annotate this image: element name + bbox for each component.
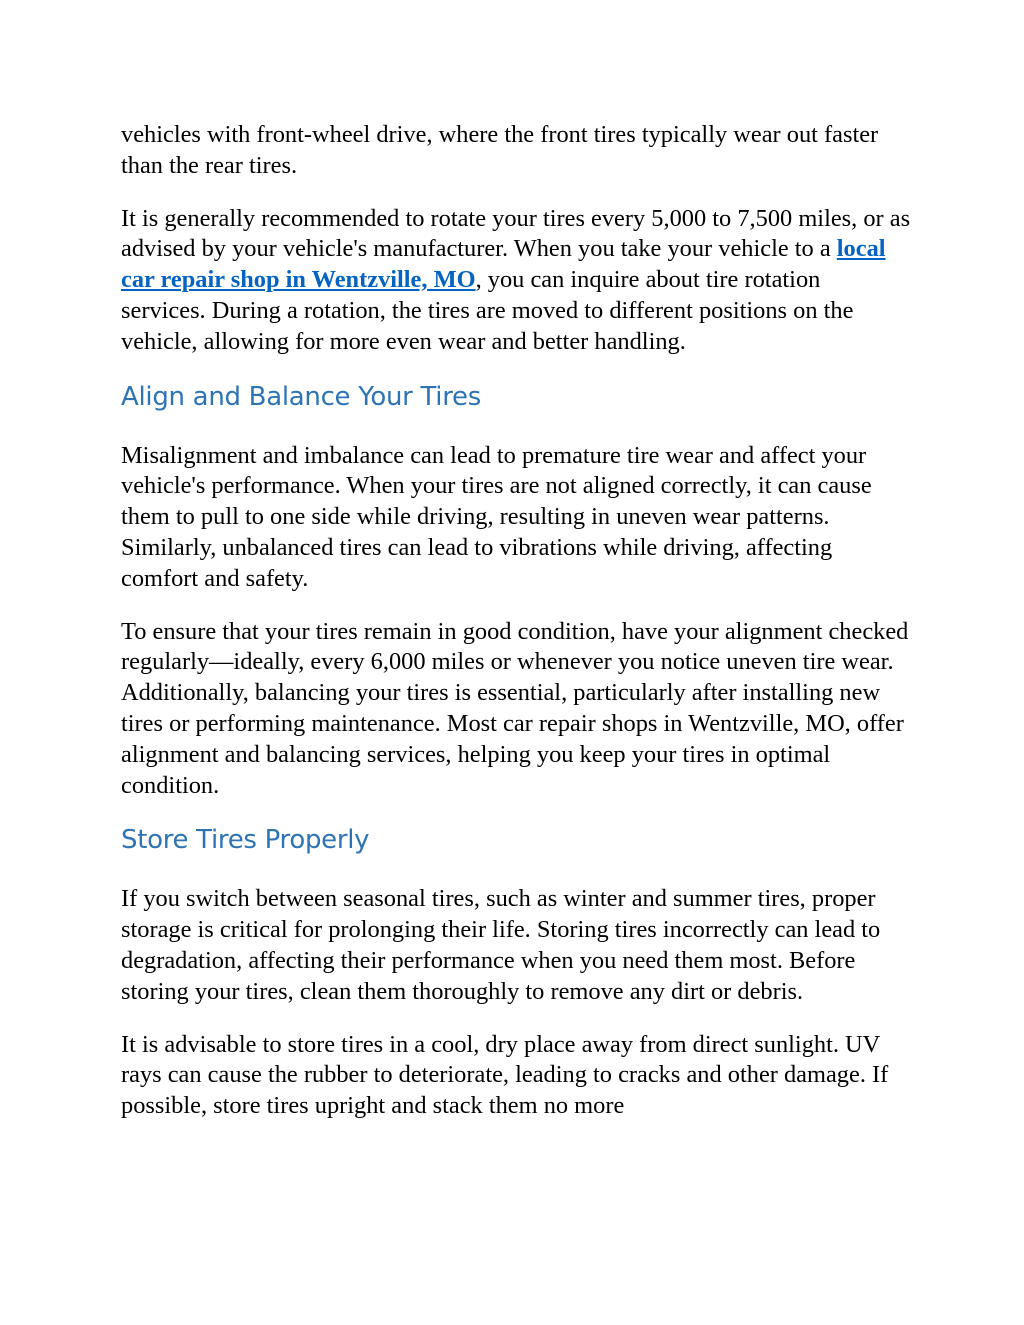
paragraph-alignment-check: To ensure that your tires remain in good condition, have your alignment checked regularly—ideally, every 6,000 miles or whenever you notice uneven tire wear. Additionally, balancing your tires is essential, particularly after installing new tires or performing maintenance. Most car repair shops in Wentzville, MO, offer alignment and balancing services, helping you keep your tires in optimal condition. <box>121 617 909 799</box>
paragraph-storage-place: It is advisable to store tires in a cool, dry place away from direct sunlight. UV rays can cause the rubber to deteriorate, leading to cracks and other damage. If possible, store tires upright and stack them no more <box>121 1030 889 1120</box>
paragraph-text-before-link: It is generally recommended to rotate your tires every 5,000 to 7,500 miles, or as advised by your vehicle's manufacturer. When you take your vehicle to a <box>121 204 911 263</box>
paragraph-tire-rotation <box>121 204 911 358</box>
document-page <box>121 120 911 1144</box>
paragraph-seasonal-tires: If you switch between seasonal tires, such as winter and summer tires, proper storage is critical for prolonging their life. Storing tires incorrectly can lead to degradation, affecting their performance when you need them most. Before storing your tires, clean them thoroughly to remove any dirt or debris. <box>121 885 881 1005</box>
heading-store-tires: Store Tires Properly <box>121 825 370 856</box>
heading-align-balance: Align and Balance Your Tires <box>121 381 481 412</box>
paragraph-front-wheel-drive: vehicles with front-wheel drive, where the front tires typically wear out faster than the rear tires. <box>121 121 879 179</box>
paragraph-misalignment: Misalignment and imbalance can lead to premature tire wear and affect your vehicle's performance. When your tires are not aligned correctly, it can cause them to pull to one side while driving, resulting in uneven wear patterns. Similarly, unbalanced tires can lead to vibrations while driving, affecting comfort and safety. <box>121 441 872 592</box>
car-repair-shop-link[interactable]: local car repair shop in Wentzville, MO <box>121 235 886 294</box>
paragraph-text-after-link: , you can inquire about tire rotation services. During a rotation, the tires are moved to different positions on the vehicle, allowing for more even wear and better handling. <box>121 266 854 355</box>
